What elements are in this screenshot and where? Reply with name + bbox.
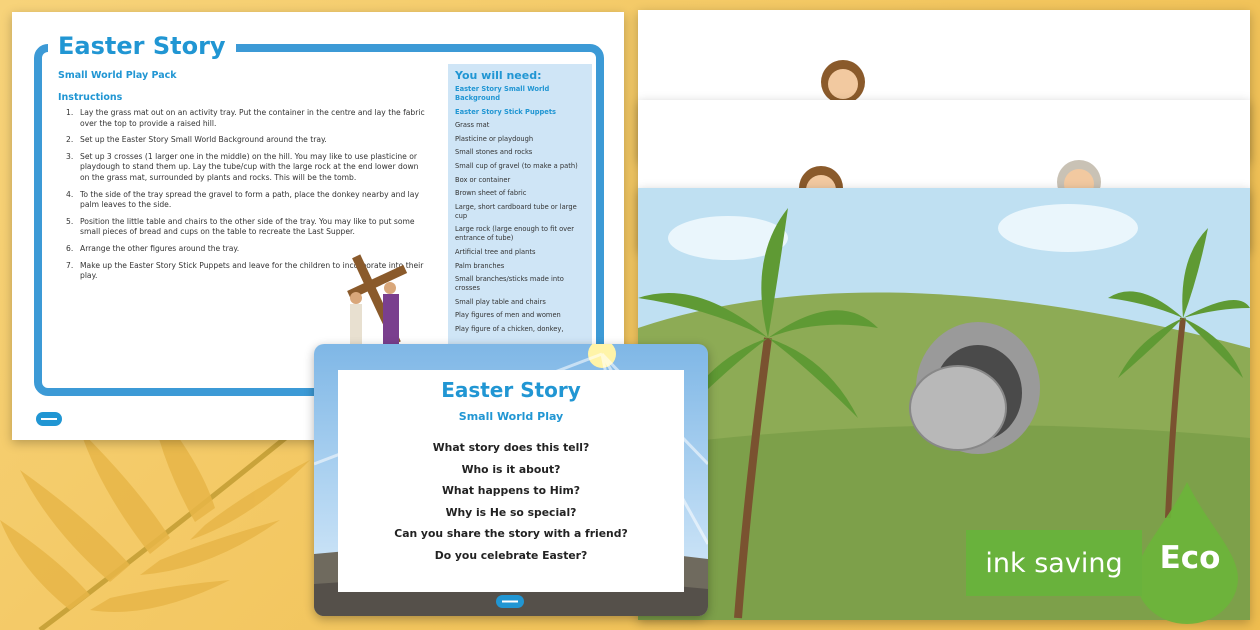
materials-item: Small play table and chairs bbox=[455, 297, 546, 306]
materials-item: Brown sheet of fabric bbox=[455, 189, 527, 198]
cross-figures-icon bbox=[342, 248, 416, 352]
materials-item: Plasticine or playdough bbox=[455, 134, 534, 143]
card-panel bbox=[338, 370, 684, 592]
instruction-step: 5. Position the little table and chairs to the other side of the tray. You may like to put some small pieces of bread and cups on the table to recreate the Last Supper. bbox=[66, 216, 415, 237]
materials-item: Easter Story Stick Puppets bbox=[455, 107, 557, 116]
materials-list bbox=[455, 85, 585, 334]
instruction-step: 7. Make up the Easter Story Stick Puppets and leave for the children to incorporate into their play. bbox=[66, 260, 424, 281]
sheet-subtitle: Small World Play Pack bbox=[58, 70, 177, 81]
materials-item: Play figure of a chicken, donkey, bbox=[455, 324, 564, 333]
card-subtitle: Small World Play bbox=[458, 410, 564, 423]
materials-item: Artificial tree and plants bbox=[455, 247, 536, 256]
materials-item: Small stones and rocks bbox=[455, 148, 533, 157]
question-list bbox=[338, 437, 684, 567]
twinkl-logo-icon bbox=[36, 412, 62, 426]
ink-saving-banner: ink saving bbox=[966, 530, 1142, 596]
question-card bbox=[314, 344, 708, 616]
instruction-step: 2. Set up the Easter Story Small World Background around the tray. bbox=[66, 135, 327, 145]
instruction-step: 1. Lay the grass mat out on an activity tray. Put the container in the centre and lay the fabric over the top to provide a raised hill. bbox=[66, 108, 425, 128]
question-item: Do you celebrate Easter? bbox=[434, 548, 588, 562]
materials-item: Grass mat bbox=[455, 121, 490, 130]
materials-item: Easter Story Small World Background bbox=[455, 85, 550, 102]
instruction-step: 4. To the side of the tray spread the gravel to form a path, place the donkey nearby and lay palm leaves to the side. bbox=[66, 189, 419, 210]
twinkl-logo-icon bbox=[496, 595, 524, 608]
you-will-need-panel bbox=[448, 64, 592, 346]
question-item: Why is He so special? bbox=[445, 505, 577, 519]
character-head-icon bbox=[818, 52, 868, 102]
instruction-step: 6. Arrange the other figures around the tray. bbox=[66, 243, 240, 253]
question-item: Who is it about? bbox=[461, 462, 561, 476]
materials-item: Small cup of gravel (to make a path) bbox=[455, 161, 578, 170]
question-item: What story does this tell? bbox=[432, 441, 590, 454]
materials-item: Large, short cardboard tube or large cup bbox=[455, 202, 577, 220]
materials-item: Small branches/sticks made into crosses bbox=[455, 275, 564, 293]
question-item: Can you share the story with a friend? bbox=[394, 527, 628, 541]
card-title: Easter Story bbox=[441, 378, 581, 402]
materials-item: Box or container bbox=[455, 175, 511, 184]
instructions-heading: Instructions bbox=[58, 92, 123, 103]
materials-item: Palm branches bbox=[455, 261, 505, 270]
instruction-step: 3. Set up 3 crosses (1 larger one in the middle) on the hill. You may like to use plasticine or playdough to stand them up. Lay the tube/cup with the large rock at the end lower down on the grass mat, surrounded by plants and rocks. This will be the tomb. bbox=[66, 151, 419, 182]
materials-item: Large rock (large enough to fit over entrance of tube) bbox=[455, 225, 574, 243]
sheet-title: Easter Story bbox=[48, 32, 236, 60]
eco-label: Eco bbox=[1159, 540, 1221, 576]
you-will-need-title: You will need: bbox=[455, 69, 542, 82]
character-head-icon bbox=[1054, 152, 1104, 192]
materials-item: Play figures of men and women bbox=[455, 311, 561, 320]
question-item: What happens to Him? bbox=[441, 484, 580, 498]
